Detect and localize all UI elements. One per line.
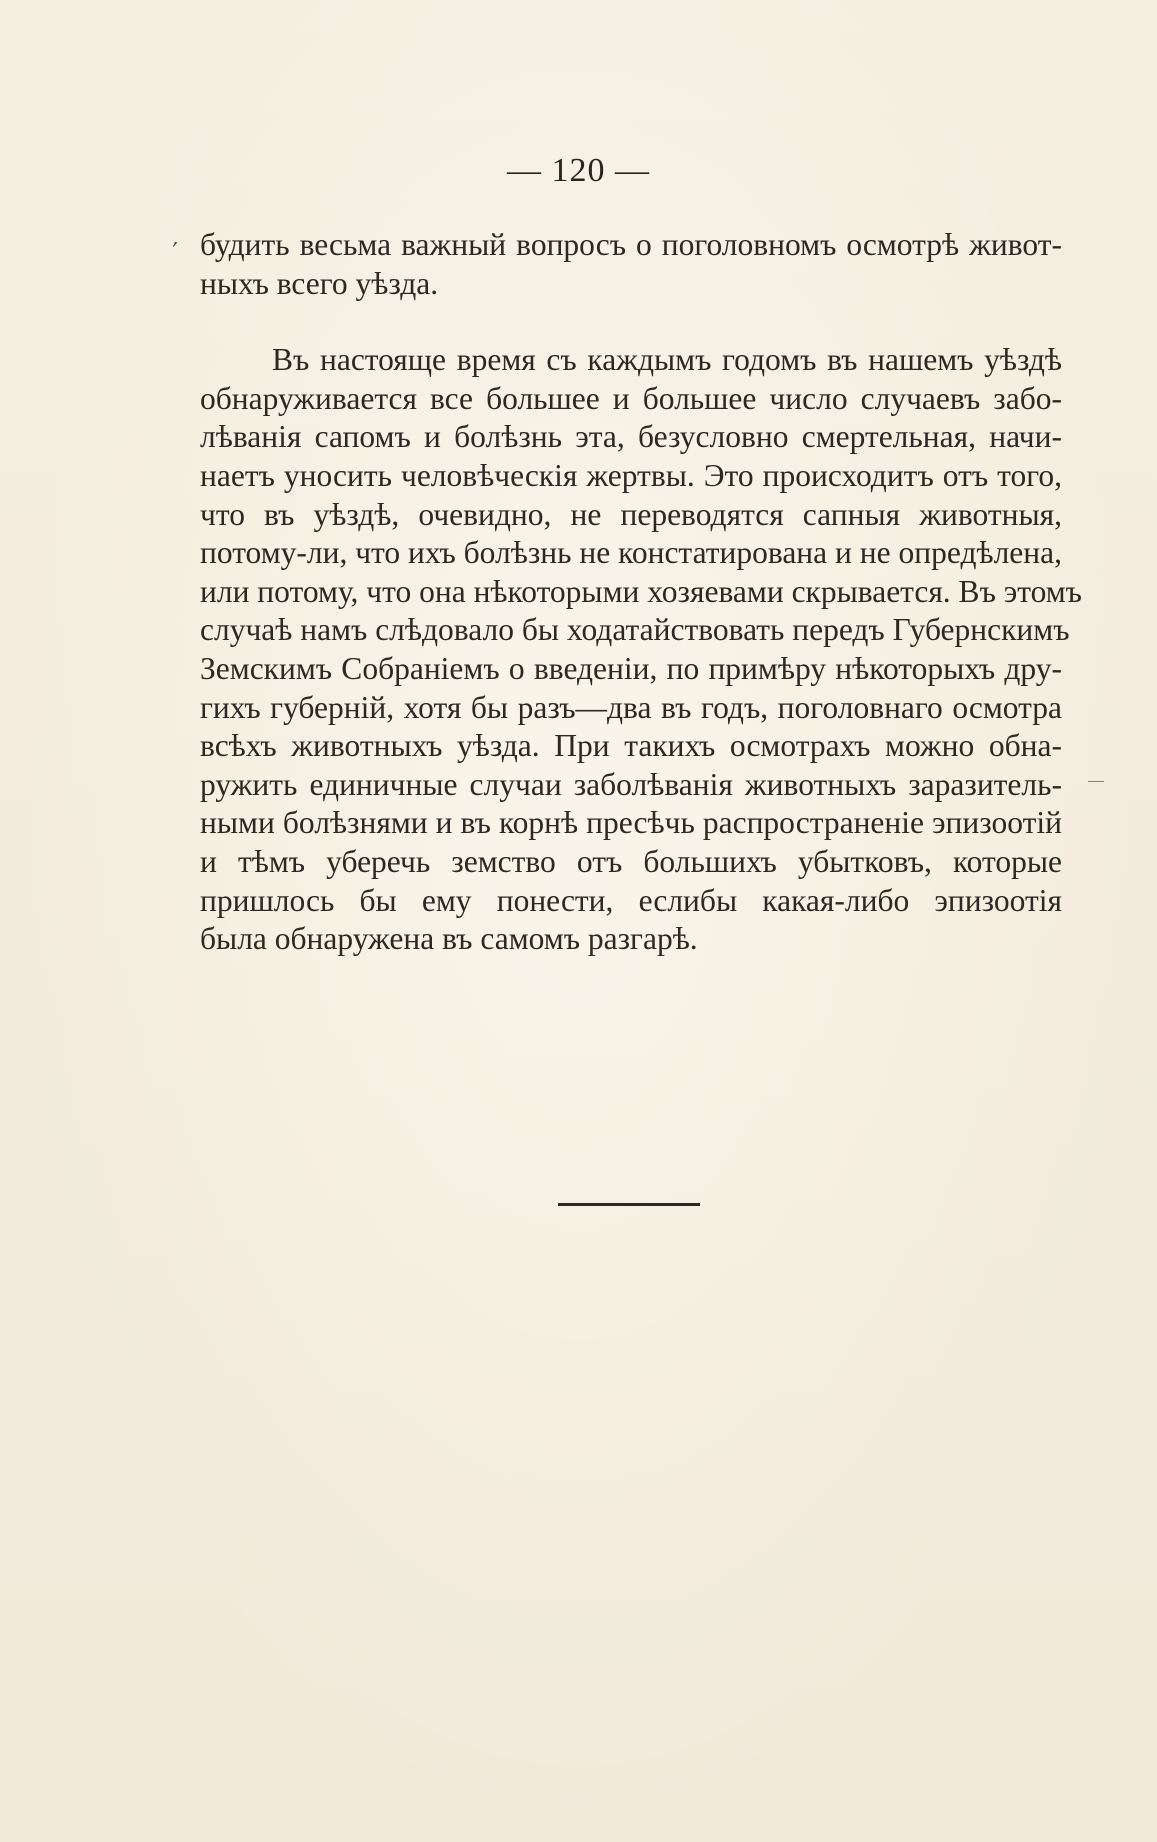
text-line: случаѣ намъ слѣдовало бы ходатайствовать передъ Губернскимъ xyxy=(200,612,1070,648)
margin-dash-mark xyxy=(1088,781,1104,782)
text-line: ныхъ всего уѣзда. xyxy=(200,265,439,301)
section-end-rule xyxy=(558,1203,700,1206)
margin-tick-mark: ′ xyxy=(167,235,181,262)
text-line: и тѣмъ уберечь земство отъ большихъ убытковъ, которые xyxy=(200,843,1062,879)
text-line: ными болѣзнями и въ корнѣ пресѣчь распространеніе эпизоотій xyxy=(200,805,1062,841)
body-text xyxy=(200,226,1082,959)
text-line: или потому, что она нѣкоторыми хозяевами скрывается. Въ этомъ xyxy=(200,573,1082,609)
text-line: ружить единичные случаи заболѣванія животныхъ заразитель- xyxy=(200,766,1062,802)
text-line: будить весьма важный вопросъ о поголовномъ осмотрѣ живот- xyxy=(200,227,1062,262)
text-line: обнаруживается все большее и большее число случаевъ забо- xyxy=(200,380,1062,416)
paragraph-2 xyxy=(200,341,1082,959)
text-line: наетъ уносить человѣческія жертвы. Это происходитъ отъ того, xyxy=(200,457,1062,493)
paragraph-1 xyxy=(200,226,1062,303)
text-line: всѣхъ животныхъ уѣзда. При такихъ осмотрахъ можно обна- xyxy=(200,728,1062,764)
page-number: — 120 — xyxy=(507,152,650,189)
paragraph-gap xyxy=(200,303,1062,341)
text-line: лѣванія сапомъ и болѣзнь эта, безусловно смертельная, начи- xyxy=(200,419,1062,455)
text-line: Земскимъ Собраніемъ о введеніи, по примѣру нѣкоторыхъ дру- xyxy=(200,650,1062,686)
text-line: что въ уѣздѣ, очевидно, не переводятся сапныя животныя, xyxy=(200,496,1062,532)
text-line: гихъ губерній, хотя бы разъ—два въ годъ, поголовнаго осмотра xyxy=(200,689,1062,725)
text-line: была обнаружена въ самомъ разгарѣ. xyxy=(200,921,698,957)
text-line: потому-ли, что ихъ болѣзнь не констатирована и не опредѣлена, xyxy=(200,535,1062,571)
text-line: пришлось бы ему понести, еслибы какая-либо эпизоотія xyxy=(200,882,1062,918)
text-line: Въ настояще время съ каждымъ годомъ въ нашемъ уѣздѣ xyxy=(272,342,1062,378)
